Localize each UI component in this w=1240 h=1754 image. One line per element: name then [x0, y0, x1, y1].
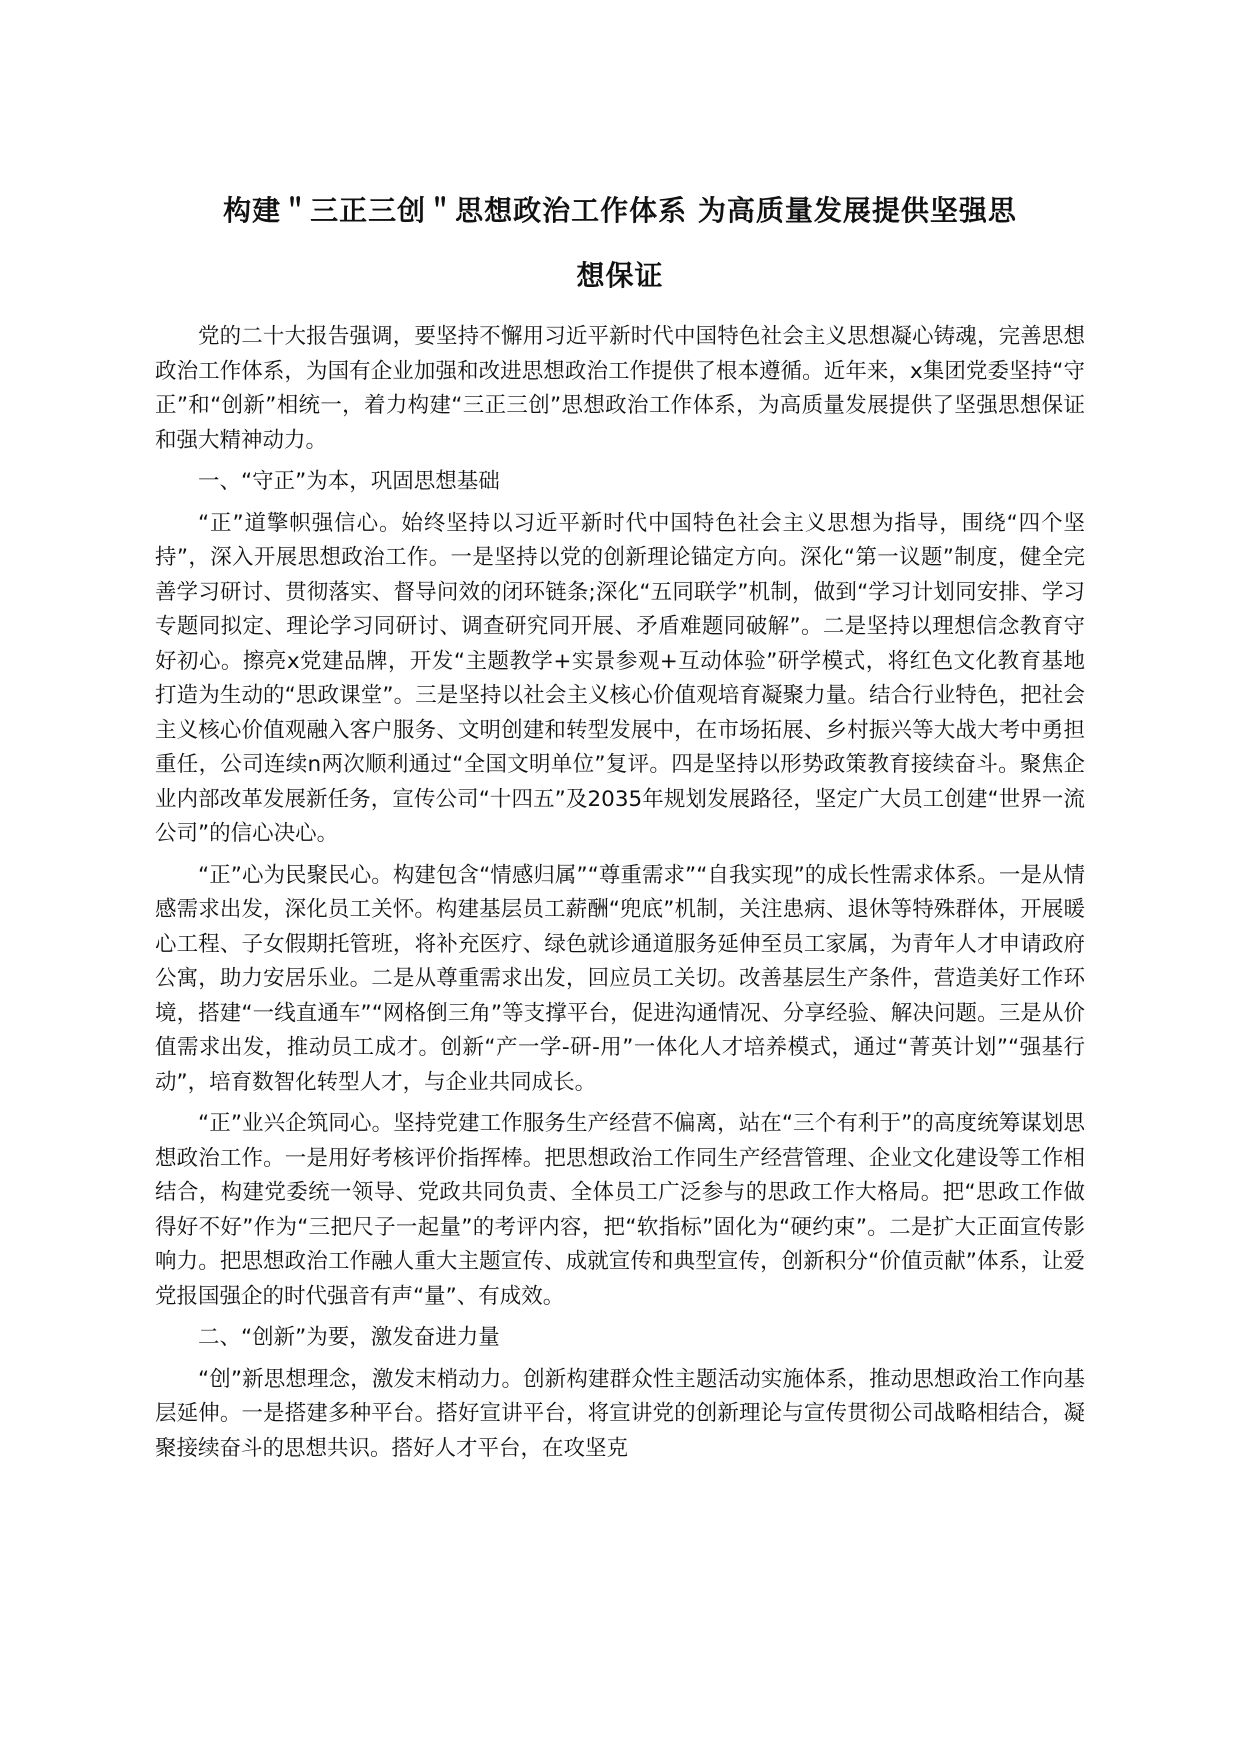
document-title-line-2: 想保证	[576, 259, 664, 292]
document-body	[155, 320, 1085, 1473]
document-title-line-1: 构建＂三正三创＂思想政治工作体系 为高质量发展提供坚强思	[223, 194, 1017, 227]
body-paragraph: “创”新思想理念，激发末梢动力。创新构建群众性主题活动实施体系，推动思想政治工作向基层延伸。一是搭建多种平台。搭好宣讲平台，将宣讲党的创新理论与宣传贯彻公司战略相结合，凝聚接续奋斗的思想共识。搭好人才平台，在攻坚克	[155, 1366, 1085, 1461]
section-heading-1: 一、“守正”为本，巩固思想基础	[198, 469, 500, 494]
intro-paragraph: 党的二十大报告强调，要坚持不懈用习近平新时代中国特色社会主义思想凝心铸魂，完善思想政治工作体系，为国有企业加强和改进思想政治工作提供了根本遵循。近年来，x集团党委坚持“守正”和“创新”相统一，着力构建“三正三创”思想政治工作体系，为高质量发展提供了坚强思想保证和强大精神动力。	[155, 324, 1085, 453]
body-paragraph: “正”心为民聚民心。构建包含“情感归属”“尊重需求”“自我实现”的成长性需求体系。一是从情感需求出发，深化员工关怀。构建基层员工薪酬“兜底”机制，关注患病、退休等特殊群体，开展暖心工程、子女假期托管班，将补充医疗、绿色就诊通道服务延伸至员工家属，为青年人才申请政府公寓，助力安居乐业。二是从尊重需求出发，回应员工关切。改善基层生产条件，营造美好工作环境，搭建“一线直通车”“网格倒三角”等支撑平台，促进沟通情况、分享经验、解决问题。三是从价值需求出发，推动员工成才。创新“产一学-研-用”一体化人才培养模式，通过“菁英计划”“强基行动”，培育数智化转型人才，与企业共同成长。	[155, 862, 1085, 1095]
body-paragraph: “正”道擎帜强信心。始终坚持以习近平新时代中国特色社会主义思想为指导，围绕“四个坚持”，深入开展思想政治工作。一是坚持以党的创新理论锚定方向。深化“第一议题”制度，健全完善学习研讨、贯彻落实、督导问效的闭环链条;深化“五同联学”机制，做到“学习计划同安排、学习专题同拟定、理论学习同研讨、调查研究同开展、矛盾难题同破解”。二是坚持以理想信念教育守好初心。擦亮x党建品牌，开发“主题教学+实景参观+互动体验”研学模式，将红色文化教育基地打造为生动的“思政课堂”。三是坚持以社会主义核心价值观培育凝聚力量。结合行业特色，把社会主义核心价值观融入客户服务、文明创建和转型发展中，在市场拓展、乡村振兴等大战大考中勇担重任，公司连续n两次顺利通过“全国文明单位”复评。四是坚持以形势政策教育接续奋斗。聚焦企业内部改革发展新任务，宣传公司“十四五”及2035年规划发展路径，坚定广大员工创建“世界一流公司”的信心决心。	[155, 510, 1085, 846]
section-heading-2: 二、“创新”为要，激发奋进力量	[198, 1325, 500, 1350]
body-paragraph: “正”业兴企筑同心。坚持党建工作服务生产经营不偏离，站在“三个有利于”的高度统筹谋划思想政治工作。一是用好考核评价指挥棒。把思想政治工作同生产经营管理、企业文化建设等工作相结合，构建党委统一领导、党政共同负责、全体员工广泛参与的思政工作大格局。把“思政工作做得好不好”作为“三把尺子一起量”的考评内容，把“软指标”固化为“硬约束”。二是扩大正面宣传影响力。把思想政治工作融人重大主题宣传、成就宣传和典型宣传，创新积分“价值贡献”体系，让爱党报国强企的时代强音有声“量”、有成效。	[155, 1111, 1085, 1309]
